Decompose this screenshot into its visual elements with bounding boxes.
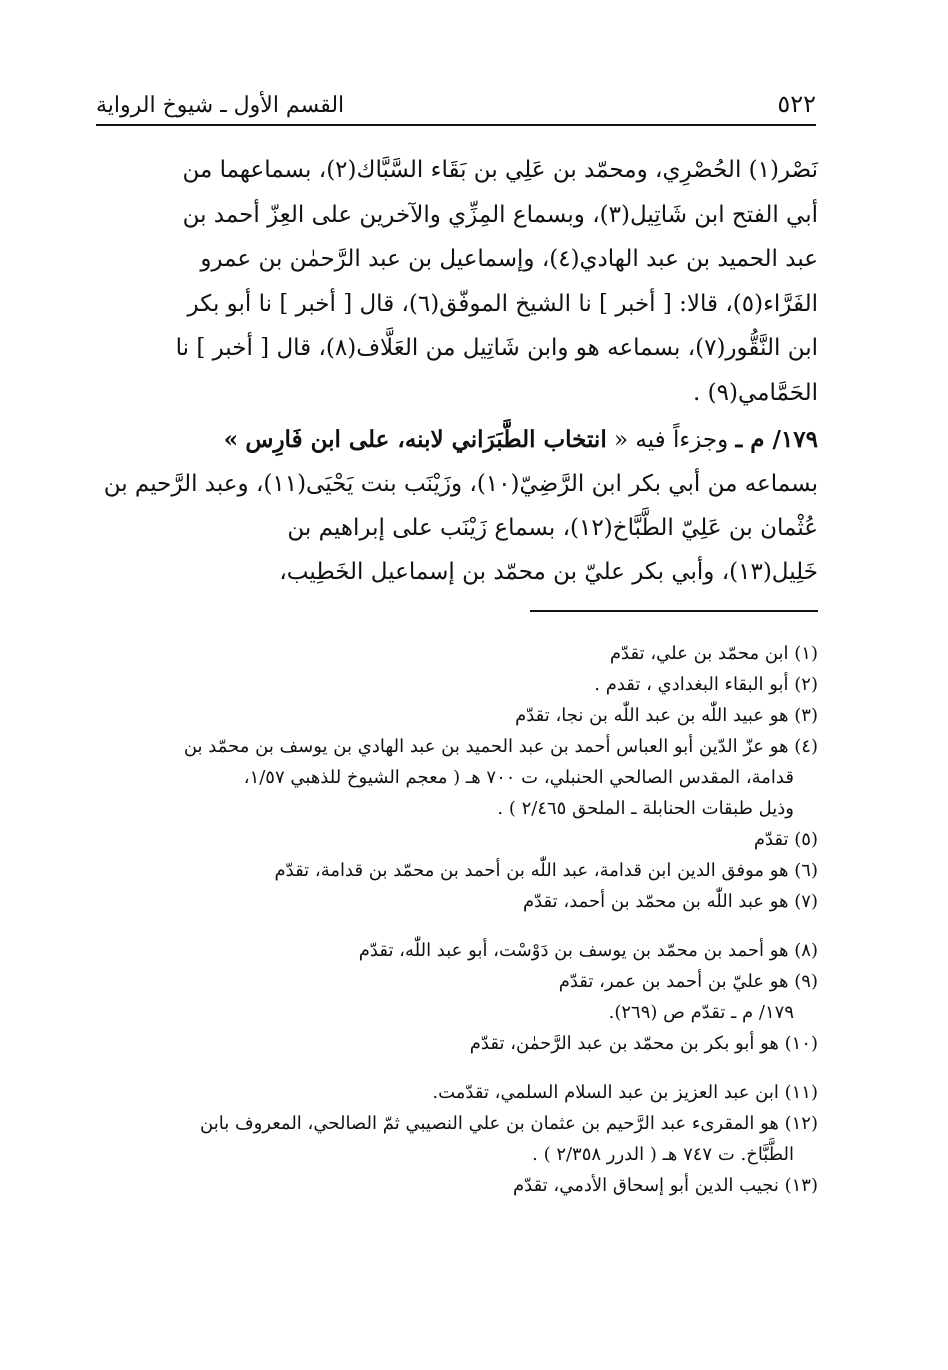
text-line: نَصْر(١) الحُصْرِي، ومحمّد بن عَلِي بن بَقَاء السَّبَّاك(٢)، بسماعهما من: [182, 157, 818, 183]
footnote: (٣) هو عبيد اللّٰه بن عبد اللّٰه بن نجا، تقدّم: [515, 705, 818, 726]
footnote: (١١) ابن عبد العزيز بن عبد السلام السلمي، تقدّمت.: [432, 1082, 818, 1103]
entry-title: انتخاب الطَّبَرَاني لابنه، على ابن فَارِس: [245, 426, 607, 453]
footnote: (٢) أبو البقاء البغدادي ، تقدم .: [594, 674, 818, 695]
footnote: ١٧٩/ م ـ تقدّم ص (٢٦٩).: [608, 1002, 794, 1023]
text-line: خَلِيل(١٣)، وأبي بكر عليّ بن محمّد بن إسماعيل الخَطِيب،: [279, 559, 818, 585]
footnote: (١) ابن محمّد بن علي، تقدّم: [609, 643, 818, 664]
footnote: (٦) هو موفق الدين ابن قدامة، عبد اللّٰه بن أحمد بن محمّد بن قدامة، تقدّم: [274, 860, 818, 881]
text-line: الحَمَّامي(٩) .: [693, 379, 818, 406]
footnote-continuation: قدامة، المقدس الصالحي الحنبلي، ت ٧٠٠ هـ ( معجم الشيوخ للذهبي ١/٥٧،: [243, 767, 794, 788]
footnote: (٥) تقدّم: [753, 829, 818, 850]
running-title: القسم الأول ـ شيوخ الرواية: [96, 93, 345, 118]
main-text: [96, 148, 818, 415]
footnotes: [96, 638, 818, 1201]
footnote: (٤) هو عزّ الدّين أبو العباس أحمد بن عبد الحميد بن عبد الهادي بن يوسف بن محمّد بن: [183, 736, 818, 757]
text-line: أبي الفتح ابن شَاتِيل(٣)، وبسماع المِزِّي والآخرين على العِزّ أحمد بن: [182, 201, 818, 228]
entry-close: »: [223, 426, 239, 453]
footnote-separator: [530, 610, 818, 612]
page-number: ٥٢٢: [777, 90, 816, 118]
footnote-continuation: الطَّبَّاخ. ت ٧٤٧ هـ ( الدرر ٢/٣٥٨ ) .: [532, 1144, 794, 1165]
footnote: (١٠) هو أبو بكر بن محمّد بن عبد الرَّحمٰن، تقدّم: [469, 1033, 818, 1054]
text-line: بسماعه من أبي بكر ابن الرَّضِيّ(١٠)، وزَيْنَب بنت يَحْيَى(١١)، وعبد الرَّحيم بن: [103, 471, 818, 497]
text-line: ابن النَّقُّور(٧)، بسماعه هو وابن شَاتِيل من العَلَّاف(٨)، قال [ أخبر ] نا: [175, 335, 818, 361]
footnote: (١٢) هو المقرىء عبد الرَّحيم بن عثمان بن علي النصيبي ثمّ الصالحي، المعروف بابن: [200, 1113, 818, 1134]
page-header: [96, 86, 816, 126]
entry-179: [96, 418, 818, 594]
entry-number: ١٧٩/ م ـ: [735, 426, 818, 453]
entry-intro: وجزءاً فيه «: [614, 427, 729, 453]
text-line: عبد الحميد بن عبد الهادي(٤)، وإسماعيل بن عبد الرَّحمٰن بن عمرو: [200, 246, 818, 272]
footnote: (٩) هو عليّ بن أحمد بن عمر، تقدّم: [558, 971, 818, 992]
text-line: عُثْمان بن عَلِيّ الطَّبَّاخ(١٢)، بسماع زَيْنَب على إبراهيم بن: [287, 515, 818, 541]
text-line: الفَرَّاء(٥)، قالا: [ أخبر ] نا الشيخ الموفّق(٦)، قال [ أخبر ] نا أبو بكر: [187, 290, 818, 317]
footnote: (١٣) نجيب الدين أبو إسحاق الأدمي، تقدّم: [512, 1175, 818, 1196]
entry-heading-line: [96, 418, 818, 462]
footnote: (٨) هو أحمد بن محمّد بن يوسف بن دَوْسْت، أبو عبد اللّٰه، تقدّم: [358, 940, 818, 961]
footnote-continuation: وذيل طبقات الحنابلة ـ الملحق ٢/٤٦٥ ) .: [497, 798, 794, 819]
footnote: (٧) هو عبد اللّٰه بن محمّد بن أحمد، تقدّم: [522, 891, 818, 912]
